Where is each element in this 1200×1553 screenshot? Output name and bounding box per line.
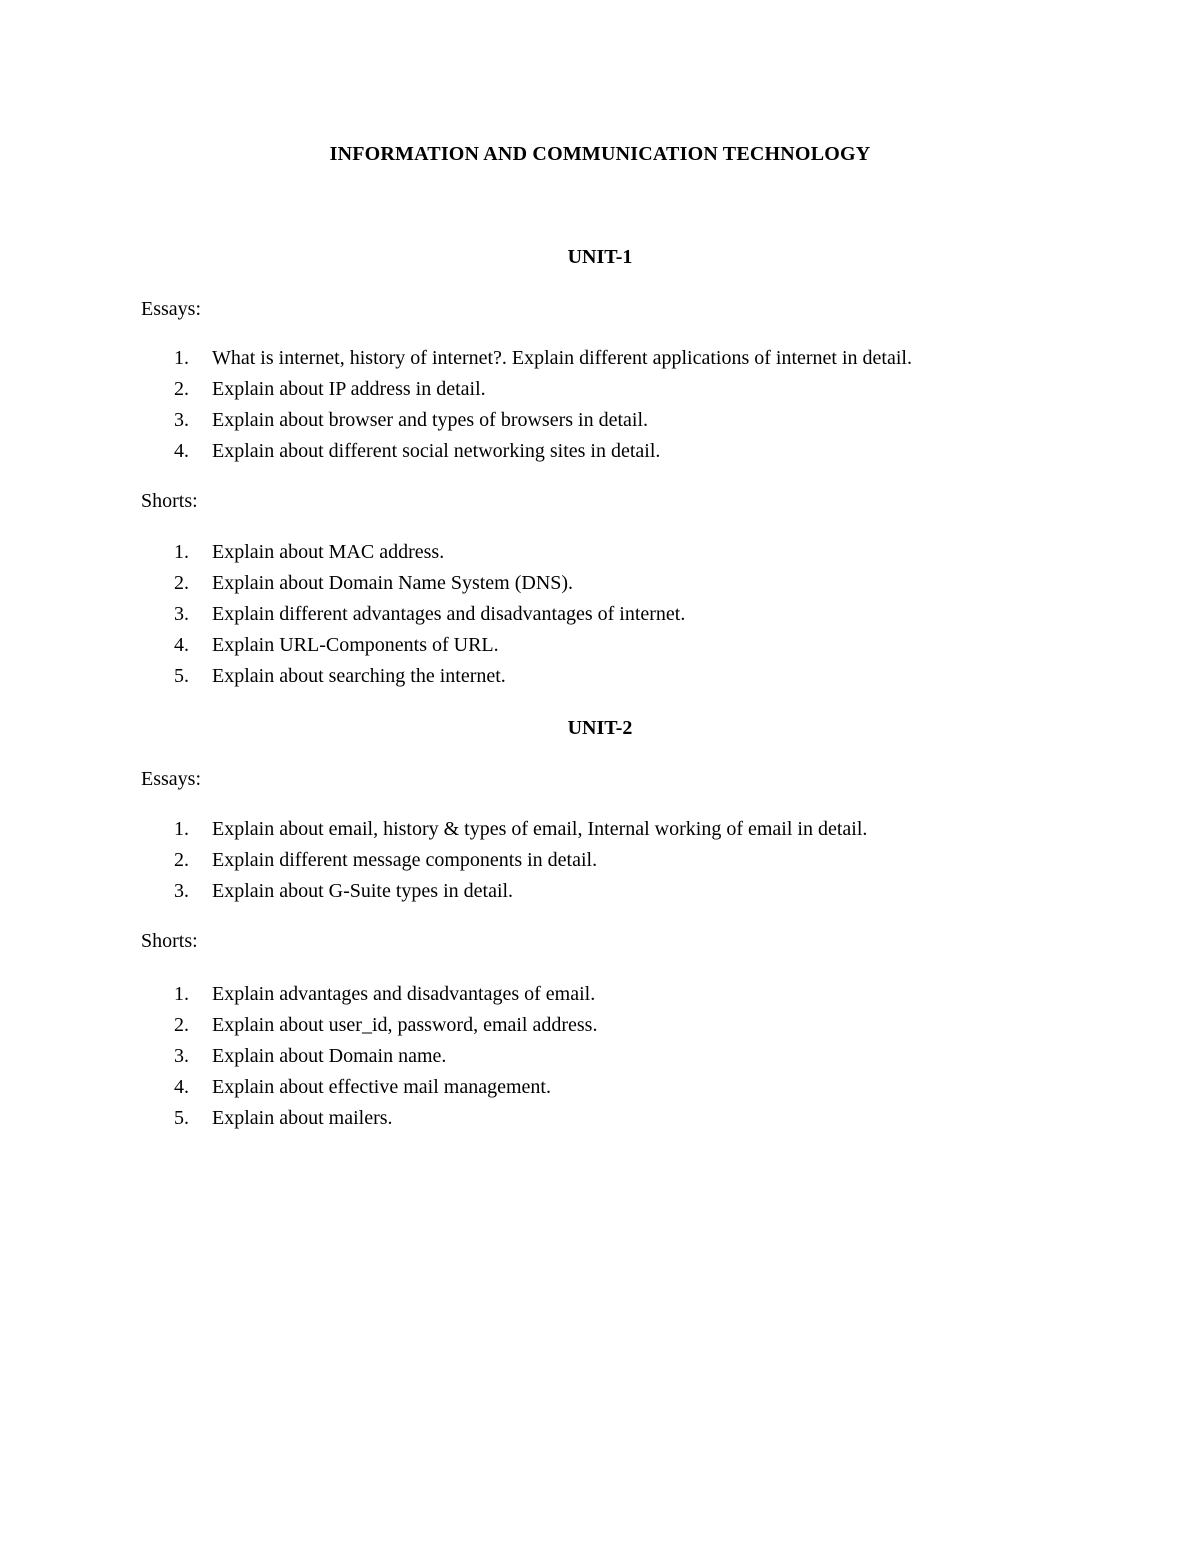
item-number: 3.	[174, 603, 189, 625]
list-item	[0, 343, 1200, 374]
unit-1-shorts-list	[0, 537, 1200, 692]
item-text: Explain about IP address in detail.	[212, 378, 486, 400]
item-number: 1.	[174, 541, 189, 563]
unit-2-essays-label: Essays:	[141, 768, 201, 790]
item-number: 1.	[174, 818, 189, 840]
list-item	[0, 630, 1200, 661]
item-number: 2.	[174, 572, 189, 594]
item-number: 4.	[174, 440, 189, 462]
unit-2-shorts-label: Shorts:	[141, 930, 198, 952]
item-number: 3.	[174, 880, 189, 902]
item-number: 1.	[174, 347, 189, 369]
item-number: 3.	[174, 1045, 189, 1067]
list-item	[0, 876, 1200, 907]
list-item	[0, 374, 1200, 405]
item-text: Explain about email, history & types of email, Internal working of email in detail.	[212, 818, 868, 840]
item-text: Explain about G-Suite types in detail.	[212, 880, 514, 902]
item-text: Explain about Domain name.	[212, 1045, 447, 1067]
list-item	[0, 1041, 1200, 1072]
item-number: 1.	[174, 983, 189, 1005]
unit-2-essays-list	[0, 814, 1200, 907]
document-title: INFORMATION AND COMMUNICATION TECHNOLOGY	[329, 143, 871, 165]
item-number: 5.	[174, 1107, 189, 1129]
list-item	[0, 599, 1200, 630]
unit-2-heading: UNIT-2	[567, 717, 633, 739]
item-text: Explain about browser and types of browsers in detail.	[212, 409, 649, 431]
item-number: 3.	[174, 409, 189, 431]
item-text: Explain about different social networking sites in detail.	[212, 440, 661, 462]
item-text: Explain advantages and disadvantages of email.	[212, 983, 596, 1005]
unit-1-shorts-label: Shorts:	[141, 490, 198, 512]
item-text: Explain about Domain Name System (DNS).	[212, 572, 574, 594]
item-text: Explain about MAC address.	[212, 541, 445, 563]
item-text: Explain about mailers.	[212, 1107, 393, 1129]
unit-1-essays-list	[0, 343, 1200, 467]
unit-1-heading: UNIT-1	[567, 246, 633, 268]
list-item	[0, 1103, 1200, 1134]
item-text: Explain URL-Components of URL.	[212, 634, 499, 656]
item-text: Explain about effective mail management.	[212, 1076, 551, 1098]
item-number: 4.	[174, 1076, 189, 1098]
list-item	[0, 1072, 1200, 1103]
unit-2-shorts-list	[0, 979, 1200, 1134]
item-text: What is internet, history of internet?. Explain different applications of internet in detail.	[212, 347, 912, 369]
item-text: Explain different message components in detail.	[212, 849, 598, 871]
item-text: Explain about searching the internet.	[212, 665, 506, 687]
item-number: 2.	[174, 1014, 189, 1036]
list-item	[0, 405, 1200, 436]
list-item	[0, 1010, 1200, 1041]
list-item	[0, 436, 1200, 467]
item-number: 5.	[174, 665, 189, 687]
list-item	[0, 979, 1200, 1010]
list-item	[0, 537, 1200, 568]
list-item	[0, 814, 1200, 845]
unit-1-essays-label: Essays:	[141, 298, 201, 320]
list-item	[0, 845, 1200, 876]
item-number: 2.	[174, 849, 189, 871]
item-text: Explain different advantages and disadvantages of internet.	[212, 603, 686, 625]
list-item	[0, 661, 1200, 692]
item-number: 4.	[174, 634, 189, 656]
item-text: Explain about user_id, password, email address.	[212, 1014, 598, 1036]
item-number: 2.	[174, 378, 189, 400]
list-item	[0, 568, 1200, 599]
